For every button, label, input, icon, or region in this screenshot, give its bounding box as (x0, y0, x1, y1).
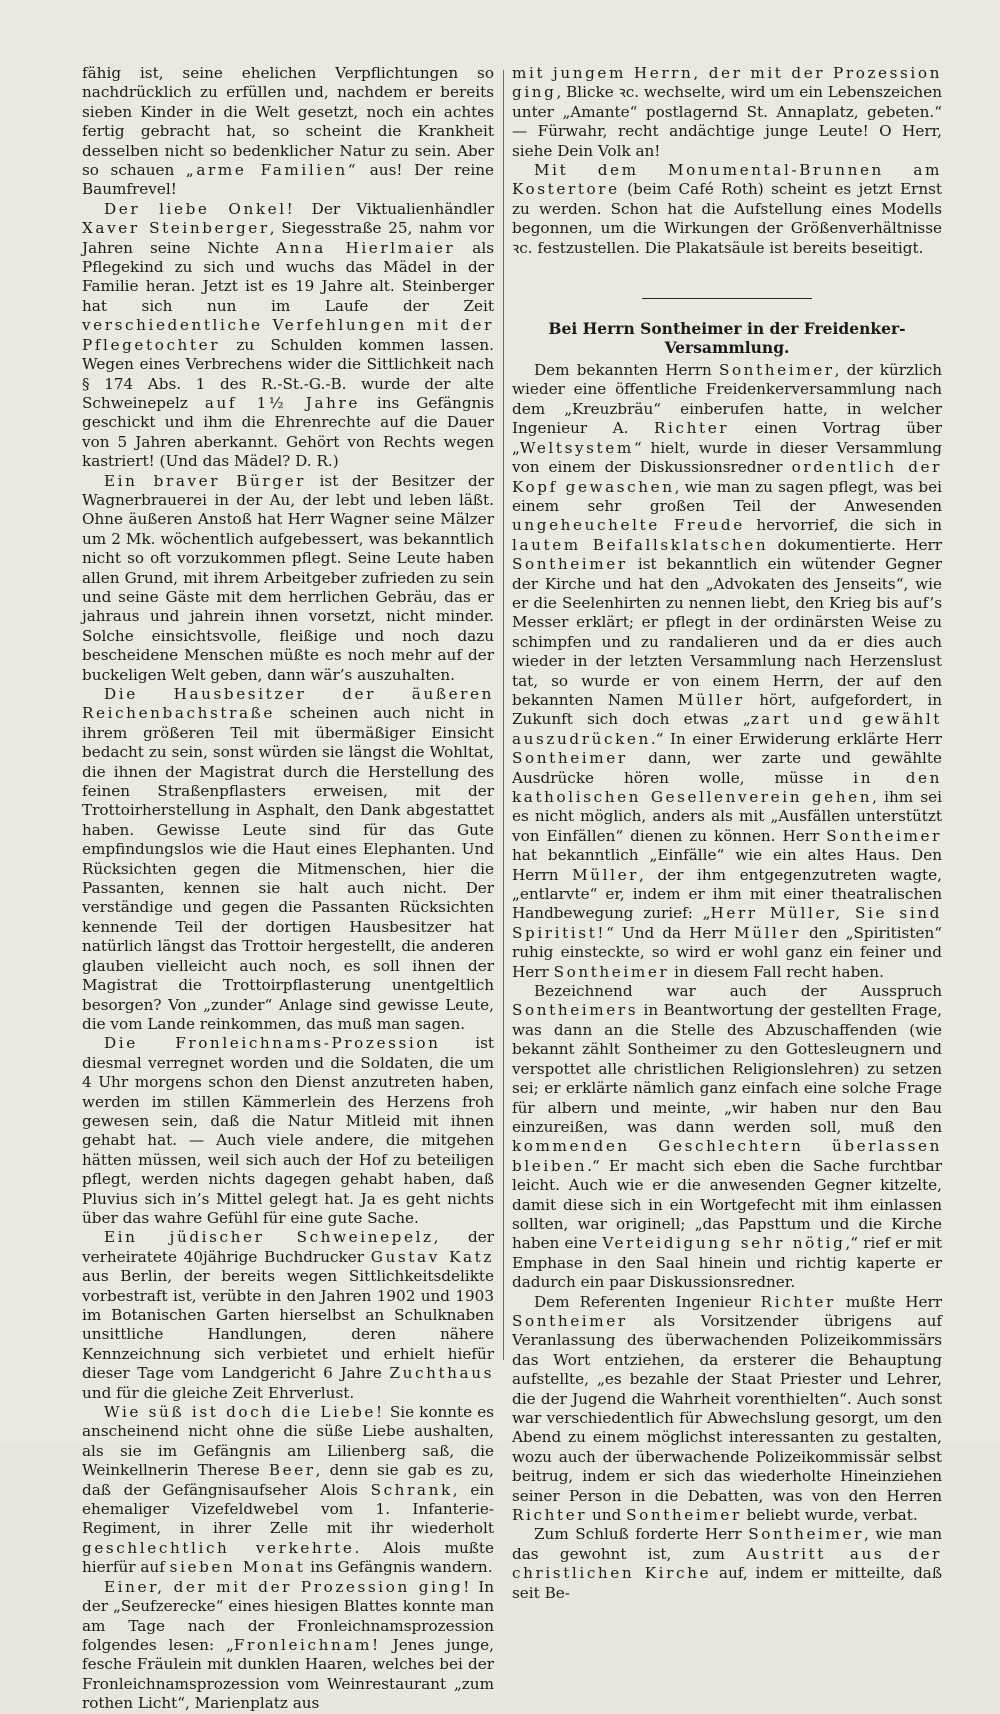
right-column-article (512, 361, 942, 1603)
text-run: Dem bekannten Herrn (534, 361, 719, 380)
text-run: Dem Referenten Ingenieur (534, 1292, 761, 1311)
text-run: ins Gefängnis geschickt und ihm die Ehrenrechte auf die Dauer von 5 Jahren aberkannt. Gehört von Rechts wegen kastriert! (Und das Mädel? D. R.) (82, 393, 494, 471)
right-column-top (512, 64, 942, 258)
spaced-emphasis-text: Schrank (370, 1480, 453, 1499)
spaced-emphasis-text: Anna Hierlmaier (275, 238, 456, 257)
text-run: in Beantwortung der gestellten Frage, was dann an die Stelle des Abzuschaffenden (wie bekannt zählt Sontheimer zu den Gottesleugnern und verspottet alle christlichen Religionslehren) zu setzen sei; er erklärte nämlich ganz einfach eine solche Frage für albern und meinte, „wir haben nur den Bau einzureißen, was dann werden soll, muß den (512, 1001, 942, 1136)
spaced-emphasis-text: Sontheimer (512, 1311, 628, 1330)
spaced-emphasis-text: Herr Müller, Sie sind Spiritist! (512, 904, 942, 942)
paragraph (82, 685, 494, 1034)
paragraph (82, 1034, 494, 1228)
paragraph (512, 361, 942, 982)
spaced-emphasis-text: Müller (677, 690, 745, 709)
text-run: , ein ehemaliger Vizefeldwebel vom 1. Infanterie-Regiment, in ihrer Zelle mit ihr wiederholt (82, 1480, 494, 1538)
text-run: . Alois mußte hierfür auf (82, 1538, 494, 1577)
text-run: aus Berlin, der bereits wegen Sittlichkeitsdelikte vorbestraft ist, verübte in den Jahren 1902 und 1903 im Botanischen Garten hierselbst an Schulknaben unsittliche Handlungen, deren nähere Kennzeichnung sich verbietet und erhielt hiefür dieser Tage vom Landgericht 6 Jahre (82, 1267, 494, 1383)
text-run: fähig ist, seine ehelichen Verpflichtungen so nachdrücklich zu erfüllen und, nachdem er bereits sieben Kinder in die Welt gesetzt, noch ein achtes fertig gebracht hat, so scheint die Krankheit desselben nicht so bedenklicher Natur zu sein. Aber so schauen (82, 64, 494, 180)
spaced-emphasis-text: Müller (572, 865, 640, 884)
text-run: .“ Er macht sich eben die Sache furchtbar leicht. Auch wie er die anwesenden Gegner kitzelte, damit diese sich in ein Wortgefecht mit ihm einlassen sollten, war originell; „das Papsttum und die Kirche haben eine (512, 1156, 942, 1253)
spaced-emphasis-text: Sontheimer (718, 361, 835, 380)
spaced-emphasis-text: ungeheuchelte Freude (512, 516, 745, 535)
spaced-emphasis-text: Sontheimer (826, 826, 942, 845)
right-column (512, 64, 942, 1603)
text-run: Zum Schluß forderte Herr (534, 1525, 749, 1544)
spaced-emphasis-text: Die Fronleichnams-Prozession (104, 1034, 441, 1053)
spaced-emphasis-text: Richter (654, 419, 730, 438)
text-run: , wie man zu sagen pflegt, was bei einem sehr großen Teil der Anwesenden (512, 477, 942, 515)
spaced-emphasis-text: Sontheimer (512, 749, 628, 768)
paragraph (512, 161, 942, 258)
text-run: dann, wer zarte und gewählte Ausdrücke hören wolle, müsse (512, 749, 942, 787)
paragraph (82, 200, 494, 472)
spaced-emphasis-text: ordentlich der Kopf gewaschen (512, 458, 942, 496)
left-column (82, 64, 494, 1714)
spaced-emphasis-text: Sontheimers (512, 1001, 639, 1020)
text-run: , denn sie gab es zu, daß der Gefängnisaufseher Alois (82, 1461, 494, 1499)
text-run: in diesem Fall recht haben. (669, 962, 884, 981)
spaced-emphasis-text: Richter (760, 1292, 836, 1311)
spaced-emphasis-text: Gustav Katz (370, 1247, 494, 1266)
paragraph (512, 1525, 942, 1603)
spaced-emphasis-text: Richter (512, 1506, 588, 1525)
spaced-emphasis-text: Der liebe Onkel! (104, 199, 296, 218)
text-run: , wie man das gewohnt ist, zum (512, 1525, 942, 1563)
spaced-emphasis-text: Ein braver Bürger (104, 471, 307, 490)
text-run: ins Gefängnis wandern. (305, 1558, 493, 1577)
spaced-emphasis-text: Weltsystem (519, 438, 634, 457)
text-run: , der ihm entgegenzutreten wagte, „entlarvte“ er, indem er ihm mit einer theatralischen Handbewegung zurief: „ (512, 865, 942, 923)
spaced-emphasis-text: Die Hausbesitzer der äußeren Reichenbachstraße (82, 685, 494, 723)
text-run: dokumentierte. Herr (768, 535, 942, 554)
spaced-emphasis-text: Mit dem Monumental-Brunnen am Kostertore (512, 161, 942, 199)
paragraph (512, 1293, 942, 1526)
paragraph (512, 64, 942, 161)
text-run: , Blicke ꝛc. wechselte, wird um ein Lebenszeichen unter „Amante“ postlagernd St. Annaplatz, gebeten.“ — Fürwahr, recht andächtige junge Leute! O Herr, siehe Dein Volk an! (512, 83, 942, 160)
spaced-emphasis-text: Zuchthaus (389, 1364, 494, 1383)
spaced-emphasis-text: auf 1½ Jahre (204, 393, 360, 412)
spaced-emphasis-text: Beer (268, 1461, 316, 1480)
text-run: hört, aufgefordert, in Zukunft sich doch etwas „ (512, 690, 942, 729)
text-run: “ hielt, wurde in dieser Versammlung von einem der Diskussionsredner (512, 438, 942, 477)
column-divider-line (503, 70, 504, 1360)
paragraph (82, 1228, 494, 1403)
spaced-emphasis-text: verschiedentliche Verfehlungen mit der Pflegetochter (82, 316, 494, 354)
text-run: und für die gleiche Zeit Ehrverlust. (82, 1383, 355, 1402)
text-run: “ Und da Herr (606, 923, 735, 942)
spaced-emphasis-text: geschlechtlich verkehrte (82, 1538, 355, 1557)
paragraph (82, 472, 494, 685)
spaced-emphasis-text: Xaver Steinberger (82, 219, 270, 238)
text-run: , ihm sei es nicht möglich, anders als mit „Ausfällen unterstützt von Einfällen“ dienen zu können. Herr (512, 788, 942, 845)
text-run: ,“ rief er mit Emphase in den Saal hinein und richtig kaperte er dadurch ein paar Diskussionsredner. (512, 1234, 942, 1292)
paragraph (512, 982, 942, 1293)
text-run: Bezeichnend war auch der Ausspruch (534, 982, 942, 1001)
text-run: hat bekanntlich „Einfälle“ wie ein altes Haus. Den Herrn (512, 846, 942, 884)
text-run: Jenes junge, fesche Fräulein mit dunklen Haaren, welches bei der Fronleichnamsprozession vom Weinrestaurant „zum rothen Licht“, Marienplatz aus (82, 1635, 495, 1713)
text-run: Sie konnte es anscheinend nicht ohne die süße Liebe aushalten, als sie im Gefängnis am Lilienberg saß, die Weinkellnerin Therese (82, 1403, 495, 1480)
text-run: und (587, 1506, 627, 1525)
spaced-emphasis-text: Sontheimer (626, 1506, 742, 1525)
text-run: den „Spiritisten“ ruhig einsteckte, so wird er wohl ganz ein feiner und Herr (512, 923, 942, 981)
spaced-emphasis-text: Fronleichnam! (233, 1635, 381, 1654)
text-run: mußte Herr (835, 1292, 942, 1311)
spaced-emphasis-text: Austritt aus der christlichen Kirche (512, 1544, 942, 1583)
spaced-emphasis-text: zart und gewählt auszudrücken (512, 710, 942, 748)
spaced-emphasis-text: „arme Familien“ (185, 161, 359, 180)
article-heading: Bei Herrn Sontheimer in der Freidenker-Versammlung. (548, 319, 906, 358)
text-run: einen Vortrag über „ (512, 419, 942, 457)
text-run: , der kürzlich wieder eine öffentliche Freidenkerversammlung nach dem „Kreuzbräu“ einberufen hatte, in welcher Ingenieur A. (512, 361, 942, 438)
paragraph (82, 1578, 494, 1714)
paragraph (82, 1403, 494, 1578)
text-run: scheinen auch nicht in ihrem größeren Teil mit übermäßiger Einsicht bedacht zu sein, sonst würden sie längst die Wohltat, die ihnen der Magistrat durch die Herstellung des feinen Straßenpflasters erweisen, mit der Trottoirherstellung in Asphalt, den Dank abgestattet haben. Gewisse Leute sind für das Gute empfindungslos wie die Haut eines Elephanten. Und Rücksichten gegen die Mitmenschen, hier die Passanten, kennen sie halt auch nicht. Der verständige und gegen die Passanten Rücksichten kennende Teil der dortigen Hausbesitzer hat natürlich längst das Trottoir hergestellt, die anderen glauben vielleicht auch noch, es soll ihnen der Magistrat die Trottoirpflasterung unentgeltlich besorgen? Von „zunder“ Anlage sind gewisse Leute, die vom Lande reinkommen, das muß man sagen. (82, 704, 494, 1033)
text-run: In der „Seufzerecke“ eines hiesigen Blattes konnte man am Tage nach der Fronleichnamsprozession folgendes lesen: „ (82, 1577, 495, 1654)
text-run: , der verheiratete 40jährige Buchdrucker (82, 1228, 494, 1266)
spaced-emphasis-text: Verteidigung sehr nötig (602, 1234, 846, 1253)
spaced-emphasis-text: Müller (734, 923, 801, 942)
text-run: , Siegesstraße 25, nahm vor Jahren seine Nichte (82, 219, 494, 257)
text-run: hervorrief, die sich in (744, 516, 942, 535)
text-run: .“ In einer Erwiderung erklärte Herr (650, 729, 942, 748)
spaced-emphasis-text: Einer, der mit der Prozession ging! (104, 1577, 472, 1596)
text-run: als Pflegekind zu sich und wuchs das Mädel in der Familie heran. Jetzt ist es 19 Jahre alt. Steinberger hat sich nun im Laufe der Zeit (82, 238, 494, 315)
spaced-emphasis-text: Sontheimer (748, 1525, 864, 1544)
spaced-emphasis-text: Sontheimer (512, 555, 628, 574)
spaced-emphasis-text: sieben Monat (169, 1558, 306, 1577)
spaced-emphasis-text: kommenden Geschlechtern überlassen bleiben (512, 1137, 942, 1175)
text-run: als Vorsitzender übrigens auf Veranlassung des überwachenden Polizeikommissärs das Wort entziehen, da ersterer die Behauptung aufstellte, „es bezahle der Staat Priester und Lehrer, die der Jugend die Wahrheit vorenthielten“. Auch sonst war verschiedentlich für Abwechslung gesorgt, um den Abend zu einem möglichst interessanten zu gestalten, wozu auch der überwachende Polizeikommissär selbst beitrug, indem er sich das wiederholte Hineinziehen seiner Person in die Debatten, was von den Herren (512, 1311, 942, 1505)
spaced-emphasis-text: mit jungem Herrn, der mit der Prozession ging (512, 64, 942, 102)
spaced-emphasis-text: in den katholischen Gesellenverein gehen (512, 768, 943, 806)
paragraph (82, 64, 494, 200)
text-run: ist bekanntlich ein wütender Gegner der Kirche und hat den „Advokaten des Jenseits“, wie er die Seelenhirten zu nennen liebt, den Krieg bis auf’s Messer erklärt; er pflegt in der ordinärsten Weise zu schimpfen und zu randalieren und da er dies auch wieder in der letzten Versammlung nach Herzenslust tat, so wurde er von einem Herrn, der auf den bekannten Namen (512, 555, 942, 709)
text-run: ist diesmal verregnet worden und die Soldaten, die um 4 Uhr morgens schon den Dienst anzutreten haben, werden im stillen Kämmerlein des Herzens froh gewesen sein, daß die Natur Mitleid mit ihnen gehabt hat. — Auch viele andere, die mitgehen hätten müssen, weil sich auch der Hof zu beteiligen pflegt, werden nichts dagegen gehabt haben, daß Pluvius sich in’s Mittel gelegt hat. Ja es geht nichts über das wahre Gefühl für eine gute Sache. (82, 1034, 494, 1227)
article-separator (642, 298, 812, 299)
text-run: ist der Besitzer der Wagnerbrauerei in der Au, der lebt und leben läßt. Ohne äußeren Anstoß hat Herr Wagner seine Mälzer um 2 Mk. wöchentlich aufgebessert, was bekanntlich nicht so oft vorzukommen pflegt. Seine Leute haben allen Grund, mit ihrem Arbeitgeber zufrieden zu sein und seine Gäste mit dem herrlichen Gebräu, das er jahraus und jahrein ihnen vorsetzt, nicht minder. Solche einsichtsvolle, fleißige und noch dazu bescheidene Menschen müßte es noch mehr auf der buckeligen Welt geben, dann wär’s auszuhalten. (82, 471, 494, 684)
spaced-emphasis-text: lautem Beifallsklatschen (512, 535, 769, 554)
spaced-emphasis-text: Sontheimer (553, 962, 670, 981)
spaced-emphasis-text: Ein jüdischer Schweinepelz (104, 1228, 434, 1247)
text-run: (beim Café Roth) scheint es jetzt Ernst zu werden. Schon hat die Aufstellung eines Modells begonnen, um die Wirkungen der Größenverhältnisse ꝛc. festzustellen. Die Plakatsäule ist bereits beseitigt. (512, 180, 942, 257)
spaced-emphasis-text: Wie süß ist doch die Liebe! (104, 1403, 385, 1422)
text-run: aus! Der reine Baumfrevel! (82, 161, 495, 199)
text-run: beliebt wurde, verbat. (741, 1506, 918, 1525)
text-run: auf, indem er mitteilte, daß seit Be- (512, 1564, 943, 1602)
text-run: Der Viktualienhändler (295, 199, 494, 218)
text-run: zu Schulden kommen lassen. Wegen eines Verbrechens wider die Sittlichkeit nach § 174 Abs. 1 des R.-St.-G.-B. wurde der alte Schweinepelz (82, 335, 494, 412)
